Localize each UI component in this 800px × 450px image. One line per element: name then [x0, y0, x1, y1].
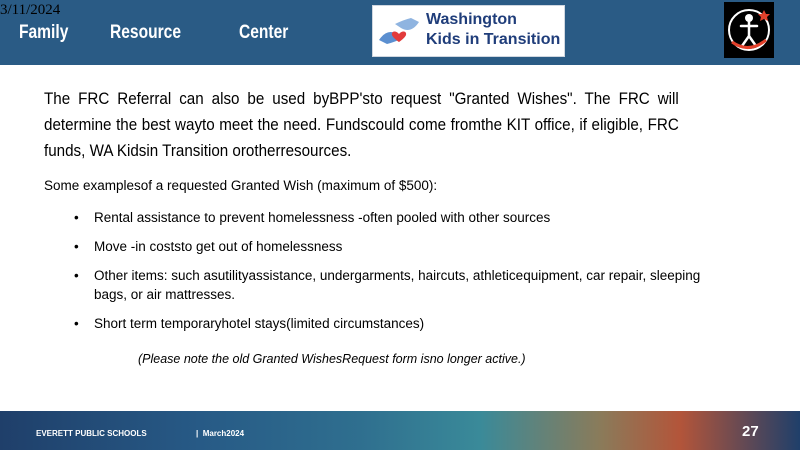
bullet-text: Rental assistance to prevent homelessness -often pooled with other sources: [94, 210, 551, 225]
page-number: 27: [742, 423, 759, 440]
examples-list: [74, 208, 724, 343]
intro-paragraph: The FRC Referral can also be used byBPP'sto request "Granted Wishes". The FRC will determine the best wayto meet the need. Fundscould come fromthe KIT office, if eligible, FRC funds, WA Kidsin Transition orotherresources.: [44, 90, 679, 160]
seal-icon: [724, 2, 774, 58]
bullet-text: Other items: such asutilityassistance, undergarments, haircuts, athleticequipment, car repair, sleeping bags, or air mattresses.: [94, 268, 701, 302]
examples-intro: Some examplesof a requested Granted Wish (maximum of $500):: [44, 178, 438, 193]
list-item: • Move -in coststo get out of homelessness: [74, 239, 343, 254]
footer-org: EVERETT PUBLIC SCHOOLS: [36, 429, 147, 438]
wa-kids-logo: [372, 5, 565, 57]
hands-heart-icon: [377, 12, 421, 50]
footer-bar: [0, 411, 800, 450]
header-word-family: Family: [19, 22, 69, 43]
slide-date: 3/11/2024: [0, 2, 61, 18]
list-item: • Other items: such asutilityassistance, undergarments, haircuts, athleticequipment, car repair, sleeping bags, or air mattresses.: [74, 268, 701, 302]
bullet-text: Short term temporaryhotel stays(limited circumstances): [94, 316, 425, 331]
footer-date-text: March2024: [202, 429, 245, 438]
footer-date: [196, 429, 244, 438]
list-item: • Short term temporaryhotel stays(limited circumstances): [74, 316, 425, 331]
logo-line-kids: Kids in Transition: [426, 31, 561, 48]
bullet-text: Move -in coststo get out of homelessness: [94, 239, 343, 254]
form-note: (Please note the old Granted WishesRequest form isno longer active.): [138, 352, 526, 366]
logo-line-washington: Washington: [426, 11, 517, 28]
list-item: • Rental assistance to prevent homelessness -often pooled with other sources: [74, 210, 551, 225]
footer-separator: |: [196, 429, 199, 438]
header-word-resource: Resource: [110, 22, 182, 43]
header-word-center: Center: [239, 22, 289, 43]
